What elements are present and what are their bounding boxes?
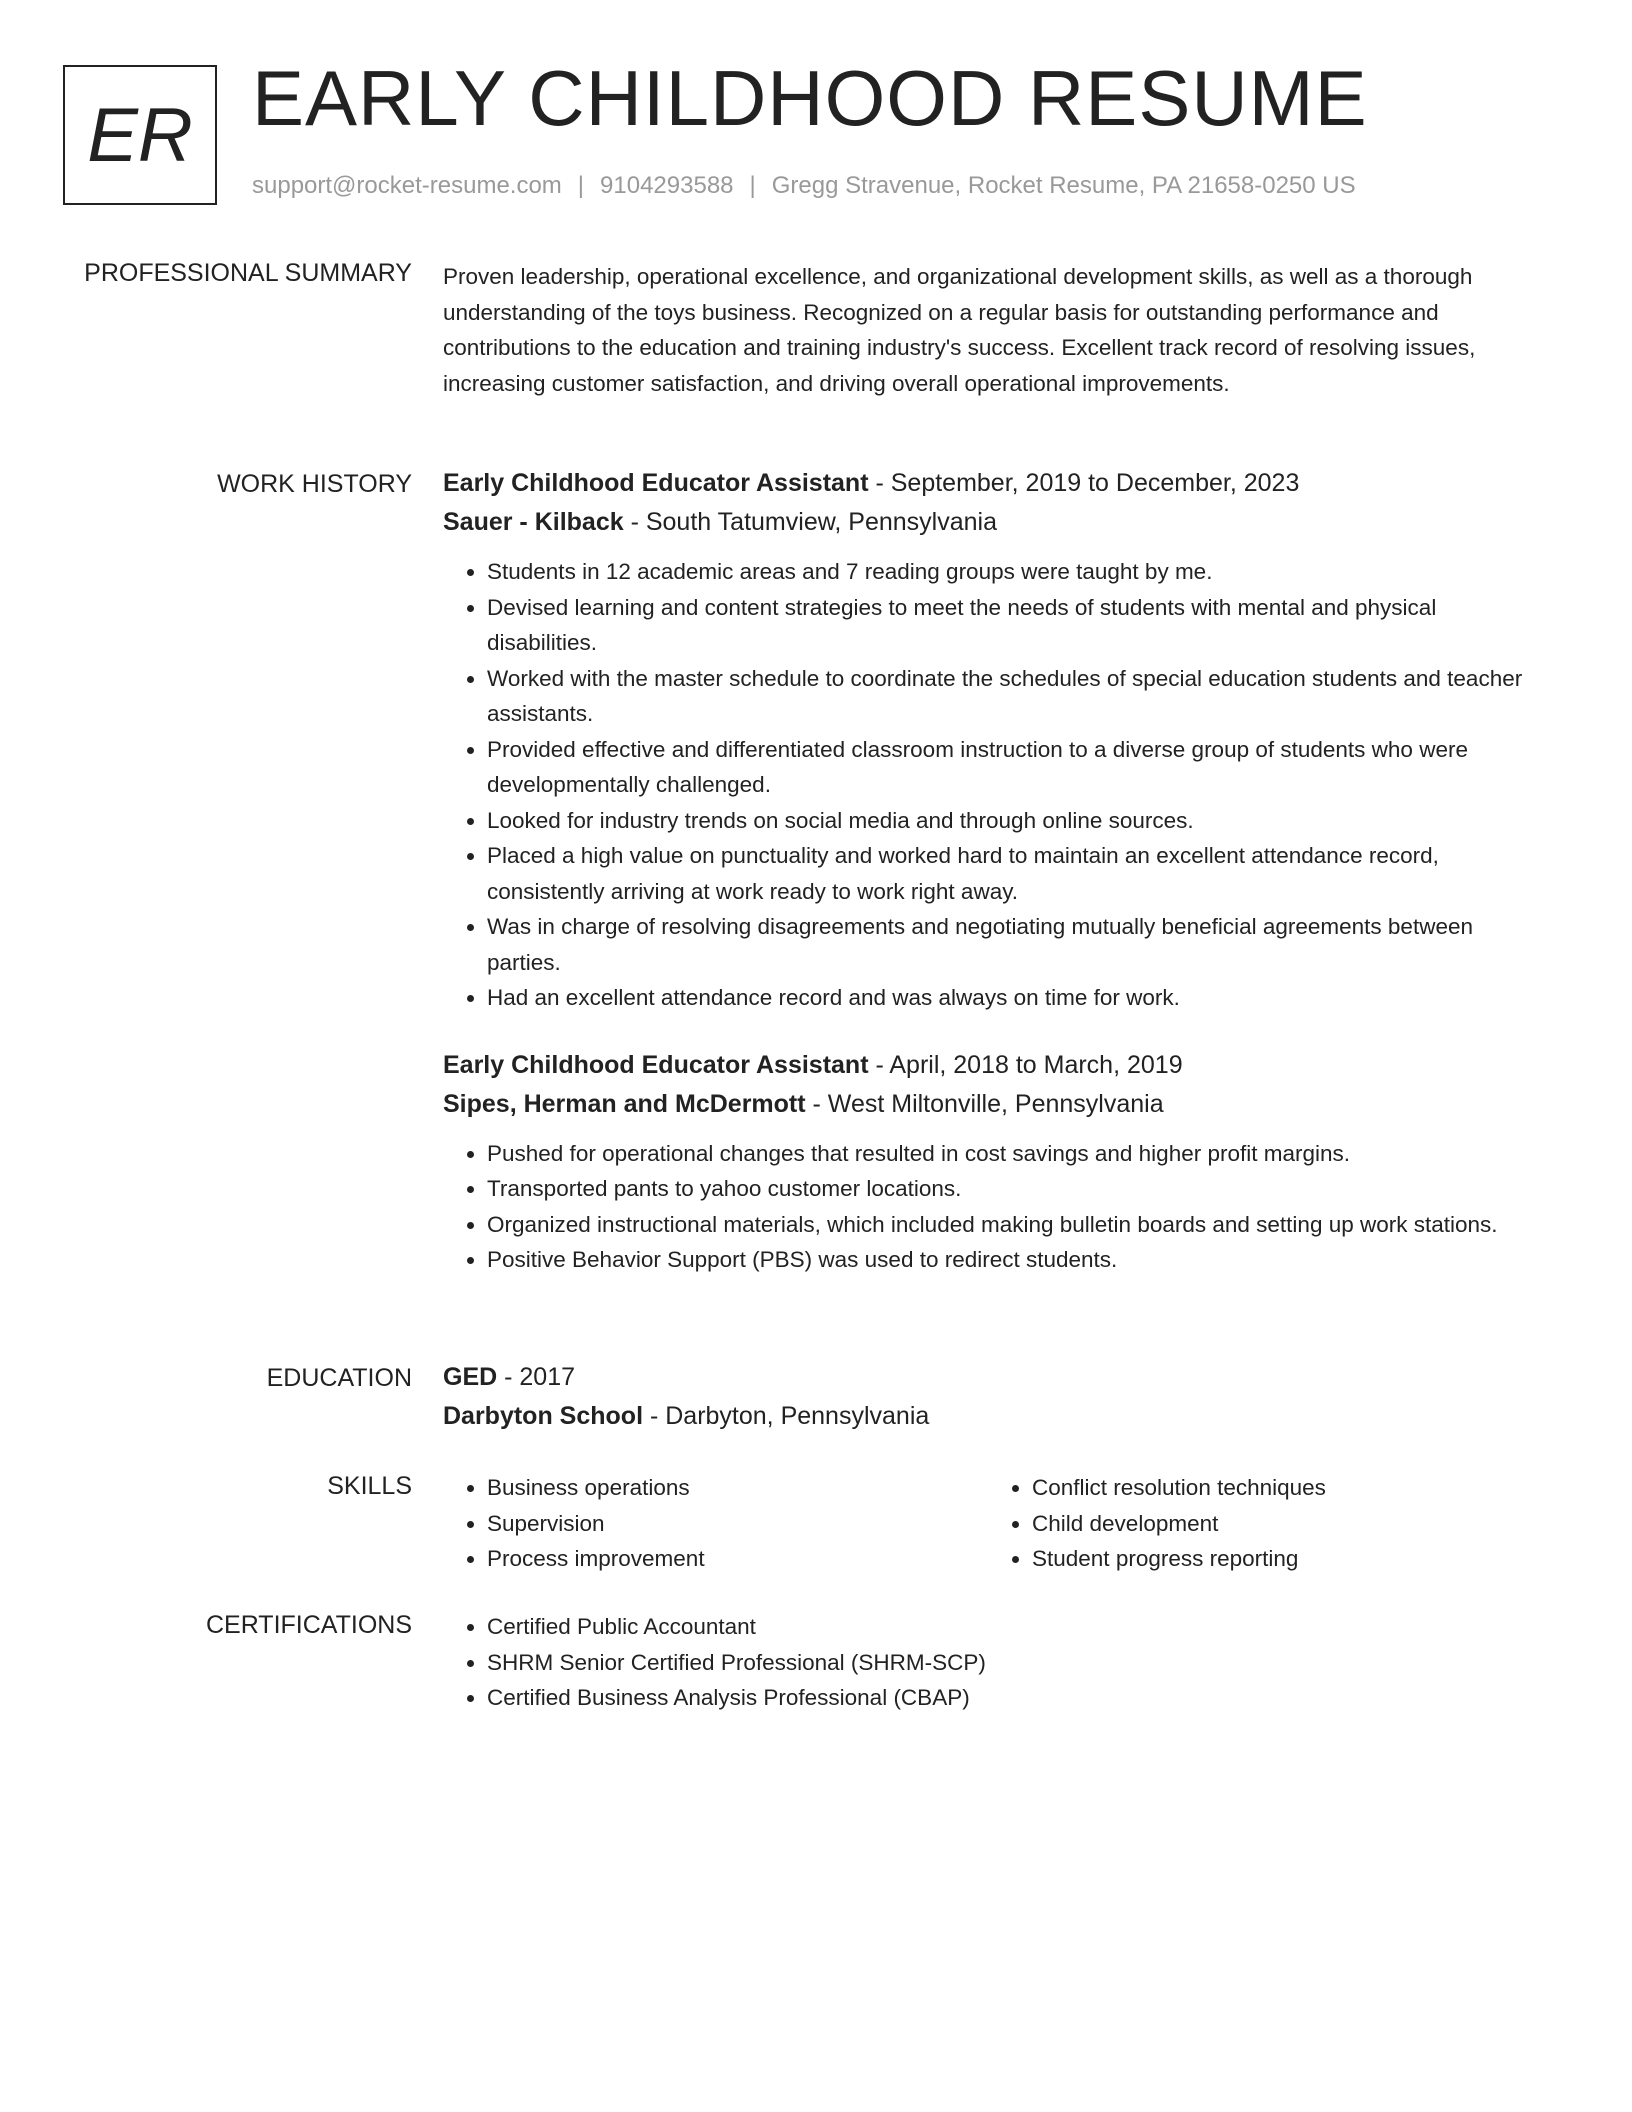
list-item: • Transported pants to yahoo customer locations. — [487, 1171, 1543, 1207]
work-history-body — [443, 464, 1543, 1278]
resume-title: EARLY CHILDHOOD RESUME — [252, 54, 1368, 142]
list-item: • Certified Public Accountant — [487, 1609, 1543, 1645]
skills-column-1 — [443, 1470, 987, 1577]
list-item: • Students in 12 academic areas and 7 reading groups were taught by me. — [487, 554, 1543, 590]
education-degree: GED — [443, 1363, 498, 1391]
list-item: • Positive Behavior Support (PBS) was used to redirect students. — [487, 1242, 1543, 1278]
education-year: - 2017 — [497, 1363, 576, 1391]
list-item: • Certified Business Analysis Professional (CBAP) — [487, 1680, 1543, 1716]
list-item: • Supervision — [487, 1506, 987, 1542]
list-item: • Devised learning and content strategies to meet the needs of students with mental and physical disabilities. — [487, 590, 1543, 661]
list-item: • Placed a high value on punctuality and worked hard to maintain an excellent attendance record, consistently arriving at work ready to work right away. — [487, 838, 1543, 909]
job-location: - West Miltonville, Pennsylvania — [805, 1089, 1164, 1118]
list-item: • Worked with the master schedule to coordinate the schedules of special education students and teacher assistants. — [487, 661, 1543, 732]
contact-line — [252, 172, 1356, 200]
certifications-list — [443, 1609, 1543, 1716]
education-degree-line — [443, 1358, 1543, 1397]
skills-columns — [443, 1470, 1543, 1577]
job-company-line — [443, 503, 1543, 542]
education-body — [443, 1358, 1543, 1436]
job-company: Sauer - Kilback — [443, 508, 624, 536]
job-company: Sipes, Herman and McDermott — [443, 1089, 806, 1118]
section-label-certifications: CERTIFICATIONS — [205, 1611, 412, 1639]
job-company-line — [443, 1085, 1543, 1124]
list-item: • Student progress reporting — [1032, 1541, 1532, 1577]
section-label-education: EDUCATION — [266, 1364, 412, 1392]
list-item: • Organized instructional materials, which included making bulletin boards and setting up work stations. — [487, 1207, 1543, 1243]
section-label-summary: PROFESSIONAL SUMMARY — [84, 259, 412, 287]
list-item: • Pushed for operational changes that resulted in cost savings and higher profit margins. — [487, 1136, 1543, 1172]
job-entry — [443, 1046, 1543, 1278]
list-item: • Looked for industry trends on social media and through online sources. — [487, 803, 1543, 839]
job-location: - South Tatumview, Pennsylvania — [623, 508, 997, 536]
job-title: Early Childhood Educator Assistant — [443, 469, 869, 497]
contact-email[interactable]: support@rocket-resume.com — [252, 172, 562, 199]
skills-column-2 — [988, 1470, 1532, 1577]
job-dates: - September, 2019 to December, 2023 — [868, 469, 1300, 497]
education-school: Darbyton School — [443, 1402, 644, 1430]
section-label-work-history: WORK HISTORY — [217, 470, 412, 498]
contact-phone[interactable]: 9104293588 — [600, 172, 734, 199]
contact-separator: | — [749, 172, 756, 199]
job-bullets — [443, 1136, 1543, 1278]
contact-address: Gregg Stravenue, Rocket Resume, PA 21658-0250 US — [771, 172, 1356, 199]
monogram-logo: ER — [63, 65, 217, 205]
job-entry — [443, 464, 1543, 1016]
list-item: • Provided effective and differentiated classroom instruction to a diverse group of students who were developmentally challenged. — [487, 732, 1543, 803]
education-location: - Darbyton, Pennsylvania — [643, 1402, 930, 1430]
job-title-line — [443, 464, 1543, 503]
list-item: • SHRM Senior Certified Professional (SHRM-SCP) — [487, 1645, 1543, 1681]
summary-text: Proven leadership, operational excellence, and organizational development skills, as well as a thorough understanding of the toys business. Recognized on a regular basis for outstanding performance and contributions to the education and training industry's success. Excellent track record of resolving issues, increasing customer satisfaction, and driving overall operational improvements. — [443, 264, 1476, 396]
list-item: • Business operations — [487, 1470, 987, 1506]
list-item: • Conflict resolution techniques — [1032, 1470, 1532, 1506]
job-bullets — [443, 554, 1543, 1016]
education-school-line — [443, 1397, 1543, 1436]
section-label-skills: SKILLS — [327, 1472, 412, 1500]
summary-body — [443, 259, 1543, 401]
job-dates: - April, 2018 to March, 2019 — [868, 1050, 1183, 1079]
contact-separator: | — [577, 172, 585, 199]
list-item: • Had an excellent attendance record and was always on time for work. — [487, 980, 1543, 1016]
job-title-line — [443, 1046, 1543, 1085]
list-item: • Child development — [1032, 1506, 1532, 1542]
certifications-body — [443, 1609, 1543, 1716]
job-title: Early Childhood Educator Assistant — [443, 1050, 869, 1079]
list-item: • Process improvement — [487, 1541, 987, 1577]
list-item: • Was in charge of resolving disagreements and negotiating mutually beneficial agreements between parties. — [487, 909, 1543, 980]
skills-body — [443, 1470, 1543, 1577]
